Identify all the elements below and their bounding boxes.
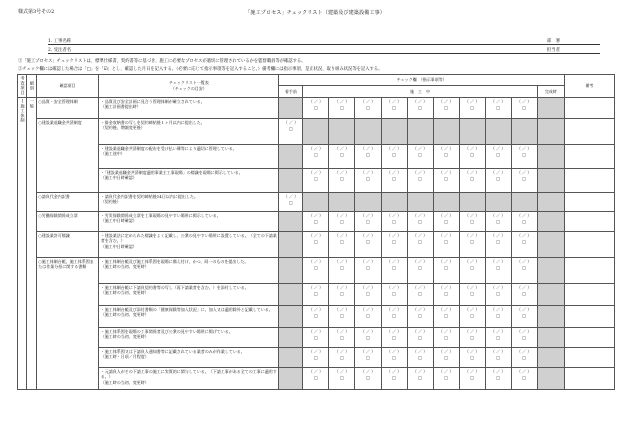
shaded-cell [303,118,329,144]
check-cell-during[interactable]: （ ／ ） □ [355,367,381,389]
shaded-cell [381,118,407,144]
check-text-cell: ・施工体系図又は下請負人通知書等に記載されている業者のみが作業している。 （施工時・日頃／月程度） [99,347,279,367]
check-cell-during[interactable]: （ ／ ） □ [485,305,511,327]
header-before: 着手前 [279,86,303,97]
sub-cell: 一般 [27,97,36,389]
header-check-column: チェック欄 （指示事項等） [279,75,564,86]
check-text-cell: ・品質及び安全計画に見合う管理体制が確立されている。 （施工計画書提出時） [99,97,279,118]
shaded-cell [537,144,564,168]
checklist-body [18,97,615,389]
check-cell-during[interactable]: （ ／ ） □ [355,231,381,257]
info-row-contractor [40,47,600,55]
shaded-cell [537,192,564,211]
checklist-table [17,74,615,390]
check-cell-during[interactable]: （ ／ ） □ [485,257,511,283]
form-number: 様式第3号その2 [18,9,55,15]
remarks-cell[interactable] [564,257,614,283]
check-cell-during[interactable]: （ ／ ） □ [459,211,485,231]
check-cell-during[interactable]: （ ／ ） □ [303,257,329,283]
check-cell-during[interactable]: （ ／ ） □ [511,144,537,168]
check-cell-during[interactable]: （ ／ ） □ [459,305,485,327]
underline [48,44,600,45]
check-cell-during[interactable]: （ ／ ） □ [433,305,459,327]
table-row [18,367,615,389]
check-cell-during[interactable]: （ ／ ） □ [407,231,433,257]
check-cell-during[interactable]: （ ／ ） □ [355,168,381,192]
check-cell-during[interactable]: （ ／ ） □ [329,257,355,283]
info-right-label: 部 署 [546,39,560,44]
shaded-cell [279,327,303,347]
remarks-cell[interactable] [564,327,614,347]
check-cell-during[interactable]: （ ／ ） □ [511,283,537,305]
table-row [18,305,615,327]
check-text-cell: ・元請負人がその下請工事の施工に実質的に関与している。（下請工事がある全ての工事に適用する。） （施工時の当初、変更時） [99,367,279,389]
item-cell: ○請負代金内訳書 [36,192,99,211]
shaded-cell [537,97,564,118]
check-cell-during[interactable]: （ ／ ） □ [511,257,537,283]
check-cell-during[interactable]: （ ／ ） □ [329,168,355,192]
check-cell-during[interactable]: （ ／ ） □ [485,211,511,231]
shaded-cell [407,118,433,144]
table-row [18,211,615,231]
check-cell-during[interactable]: （ ／ ） □ [459,97,485,118]
header-checklist: チェックリスト一覧表 （チェックの目安） [99,75,279,98]
shaded-cell [433,118,459,144]
table-row [18,327,615,347]
check-cell-during[interactable]: （ ／ ） □ [381,211,407,231]
shaded-cell [329,192,355,211]
shaded-cell [537,367,564,389]
remarks-cell[interactable] [564,118,614,144]
check-cell-during[interactable]: （ ／ ） □ [433,168,459,192]
check-cell-during[interactable]: （ ／ ） □ [303,305,329,327]
check-cell-during[interactable]: （ ／ ） □ [329,347,355,367]
remarks-cell[interactable] [564,97,614,118]
check-cell-during[interactable]: （ ／ ） □ [459,327,485,347]
check-cell-during[interactable]: （ ／ ） □ [407,327,433,347]
check-cell-during[interactable]: （ ／ ） □ [433,327,459,347]
check-cell-during[interactable]: （ ／ ） □ [381,305,407,327]
shaded-cell [279,347,303,367]
check-cell-during[interactable]: （ ／ ） □ [381,97,407,118]
check-cell-during[interactable]: （ ／ ） □ [407,211,433,231]
table-row [18,257,615,283]
shaded-cell [537,118,564,144]
check-cell-during[interactable]: （ ／ ） □ [459,144,485,168]
shaded-cell [279,283,303,305]
check-cell-during[interactable]: （ ／ ） □ [303,347,329,367]
check-cell-during[interactable]: （ ／ ） □ [485,231,511,257]
check-text-cell: ・施工体制台帳に下請負契約書等の写し（再下請業者を含む。）を添付している。 （施工時の当初、変更時） [99,283,279,305]
remarks-cell[interactable] [564,211,614,231]
shaded-cell [485,118,511,144]
table-row [18,168,615,192]
check-cell-during[interactable]: （ ／ ） □ [303,367,329,389]
check-cell-during[interactable]: （ ／ ） □ [433,367,459,389]
check-cell-during[interactable]: （ ／ ） □ [407,168,433,192]
remarks-cell[interactable] [564,367,614,389]
shaded-cell [329,118,355,144]
check-cell-during[interactable]: （ ／ ） □ [433,347,459,367]
shaded-cell [279,97,303,118]
note-2: ②チェック欄には確認した場合は「□」を「☑」とし、確認した月日を記入する。（必要に応じて指示事項等を記入すること。）備考欄には指示事項、是正状況、取り組み状況等を記入する。 [18,67,383,72]
table-row [18,283,615,305]
shaded-cell [537,347,564,367]
check-cell-during[interactable]: （ ／ ） □ [511,327,537,347]
check-cell-during[interactable]: （ ／ ） □ [459,231,485,257]
note-1: ①「施工プロセス」チェックリストは、標準仕様書、契約書等に基づき、施工に必要なプロセスが適切に管理されているかを監督職員等が確認する。 [18,59,306,64]
check-cell-during[interactable]: （ ／ ） □ [329,367,355,389]
check-cell-during[interactable]: （ ／ ） □ [381,257,407,283]
check-cell-during[interactable]: （ ／ ） □ [485,144,511,168]
check-cell-during[interactable]: （ ／ ） □ [381,283,407,305]
shaded-cell [279,144,303,168]
category-cell: １施工体制 [18,97,27,389]
check-cell-during[interactable]: （ ／ ） □ [511,97,537,118]
shaded-cell [279,367,303,389]
check-cell-during[interactable]: （ ／ ） □ [381,327,407,347]
check-text-cell: ・施工体制台帳及び施工体系図を現場に備え付け、かつ、同一のものを提出した。 （施工時の当初、変更時） [99,257,279,283]
table-row [18,97,615,118]
check-cell-during[interactable]: （ ／ ） □ [355,347,381,367]
check-text-cell: ・施工体制台帳及び添付書類の「健康保険等加入状況」に、加入又は適用除外と記載している。 （施工時の当初、変更時） [99,305,279,327]
check-cell-during[interactable]: （ ／ ） □ [407,257,433,283]
check-cell-during[interactable]: （ ／ ） □ [407,283,433,305]
check-cell-during[interactable]: （ ／ ） □ [303,327,329,347]
check-cell-during[interactable]: （ ／ ） □ [303,168,329,192]
check-cell-during[interactable]: （ ／ ） □ [381,231,407,257]
item-cell: ○施工体制台帳、施工体系図または作業分担に関する書類 [36,257,99,389]
check-cell-during[interactable]: （ ／ ） □ [381,168,407,192]
table-row [18,118,615,144]
item-cell: ○品質・安全管理体制 [36,97,99,118]
check-cell-during[interactable]: （ ／ ） □ [329,327,355,347]
remarks-cell[interactable] [564,283,614,305]
check-cell-during[interactable]: （ ／ ） □ [303,211,329,231]
header-sub: 細別 [27,75,36,98]
check-cell-during[interactable]: （ ／ ） □ [485,283,511,305]
check-cell-during[interactable]: （ ／ ） □ [511,231,537,257]
check-cell-during[interactable]: （ ／ ） □ [433,283,459,305]
shaded-cell [433,192,459,211]
check-cell-during[interactable]: （ ／ ） □ [433,231,459,257]
check-cell-during[interactable]: （ ／ ） □ [459,257,485,283]
shaded-cell [303,192,329,211]
shaded-cell [459,118,485,144]
check-cell-during[interactable]: （ ／ ） □ [511,168,537,192]
table-row [18,347,615,367]
shaded-cell [381,192,407,211]
check-cell-during[interactable]: （ ／ ） □ [329,144,355,168]
header-category: 考査項目 [18,75,27,98]
check-cell-during[interactable]: （ ／ ） □ [485,168,511,192]
underline [48,53,600,54]
shaded-cell [459,192,485,211]
check-cell-during[interactable]: （ ／ ） □ [355,211,381,231]
shaded-cell [537,283,564,305]
check-cell-before[interactable]: （ ／ ） □ [279,118,303,144]
check-cell-during[interactable]: （ ／ ） □ [407,144,433,168]
shaded-cell [279,305,303,327]
check-text-cell: ・請負代金内訳書を契約締結後14日以内に提出した。 （契約後） [99,192,279,211]
check-cell-during[interactable]: （ ／ ） □ [407,367,433,389]
check-cell-during[interactable]: （ ／ ） □ [433,211,459,231]
shaded-cell [537,211,564,231]
check-cell-during[interactable]: （ ／ ） □ [303,144,329,168]
check-cell-during[interactable]: （ ／ ） □ [485,347,511,367]
check-cell-during[interactable]: （ ／ ） □ [485,367,511,389]
shaded-cell [279,168,303,192]
check-cell-during[interactable]: （ ／ ） □ [329,211,355,231]
check-cell-during[interactable]: （ ／ ） □ [433,144,459,168]
check-text-cell: ・施工体系図を現場の工事関係者及び公衆の見やすい場所に掲げている。 （施工時の当初、変更時） [99,327,279,347]
check-cell-during[interactable]: （ ／ ） □ [459,283,485,305]
header-remarks: 備考 [564,75,614,98]
check-cell-during[interactable]: （ ／ ） □ [303,97,329,118]
check-cell-during[interactable]: （ ／ ） □ [459,168,485,192]
shaded-cell [511,192,537,211]
check-cell-before[interactable]: （ ／ ） □ [279,192,303,211]
check-text-cell: ・「建設業退職金共済制度適用事業主工事現場」の標識を現場に掲示している。 （施工中日時確認） [99,168,279,192]
check-cell-during[interactable]: （ ／ ） □ [433,257,459,283]
info-label: 1. 工事名称 [48,39,72,44]
check-cell-during[interactable]: （ ／ ） □ [329,97,355,118]
check-cell-during[interactable]: （ ／ ） □ [407,347,433,367]
header-item: 確認項目 [36,75,99,98]
check-cell-during[interactable]: （ ／ ） □ [407,305,433,327]
header-during: 施 工 中 [303,86,537,97]
check-cell-during[interactable]: （ ／ ） □ [355,305,381,327]
check-cell-during[interactable]: （ ／ ） □ [355,327,381,347]
shaded-cell [537,327,564,347]
check-cell-during[interactable]: （ ／ ） □ [355,97,381,118]
item-cell: ○建設業退職金共済制度 [36,118,99,192]
table-row [18,144,615,168]
table-row [18,231,615,257]
shaded-cell [279,257,303,283]
shaded-cell [355,118,381,144]
shaded-cell [279,211,303,231]
shaded-cell [279,231,303,257]
info-label: 2. 受注者名 [48,48,72,53]
shaded-cell [537,231,564,257]
check-cell-during[interactable]: （ ／ ） □ [381,367,407,389]
check-cell-during[interactable]: （ ／ ） □ [511,347,537,367]
shaded-cell [511,118,537,144]
shaded-cell [485,192,511,211]
check-cell-during[interactable]: （ ／ ） □ [459,347,485,367]
check-cell-during[interactable]: （ ／ ） □ [485,327,511,347]
shaded-cell [407,192,433,211]
remarks-cell[interactable] [564,347,614,367]
shaded-cell [537,257,564,283]
remarks-cell[interactable] [564,231,614,257]
check-text-cell: ・労災保険関係成立票を工事現場の見やすい場所に掲示している。 （施工中日時確認） [99,211,279,231]
check-cell-during[interactable]: （ ／ ） □ [511,211,537,231]
check-cell-during[interactable]: （ ／ ） □ [329,305,355,327]
remarks-cell[interactable] [564,168,614,192]
info-row-project [40,38,600,46]
remarks-cell[interactable] [564,192,614,211]
check-text-cell: ・掛金収納書の写しを契約締結後１ヶ月以内に提出した。 （契約後、増額変更後） [99,118,279,144]
check-text-cell: ・建設業退職金共済制度の配布を受け払い簿等により適切に管理している。 （施工途中） [99,144,279,168]
check-cell-during[interactable]: （ ／ ） □ [511,305,537,327]
check-cell-during[interactable]: （ ／ ） □ [459,367,485,389]
check-text-cell: ・建設業法に定められた標識をよく記載し、公衆の見やすい場所に設置している。（全ての下請業者を含む。） （施工中日時確認） [99,231,279,257]
check-cell-during[interactable]: （ ／ ） □ [303,283,329,305]
check-cell-during[interactable]: （ ／ ） □ [407,97,433,118]
check-cell-during[interactable]: （ ／ ） □ [329,231,355,257]
shaded-cell [537,305,564,327]
check-cell-during[interactable]: （ ／ ） □ [381,347,407,367]
header-complete: 完成時 [537,86,564,97]
check-cell-during[interactable]: （ ／ ） □ [355,144,381,168]
check-cell-during[interactable]: （ ／ ） □ [485,97,511,118]
shaded-cell [537,168,564,192]
item-cell: ○労働保険関係成立票 [36,211,99,231]
item-cell: ○建設業許可標識 [36,231,99,257]
table-row [18,192,615,211]
remarks-cell[interactable] [564,305,614,327]
check-cell-during[interactable]: （ ／ ） □ [381,144,407,168]
check-cell-during[interactable]: （ ／ ） □ [303,231,329,257]
document-title: 「施工プロセス」チェックリスト（建築及び建築設備工事） [245,10,385,16]
check-cell-during[interactable]: （ ／ ） □ [433,97,459,118]
check-cell-during[interactable]: （ ／ ） □ [329,283,355,305]
check-cell-during[interactable]: （ ／ ） □ [355,283,381,305]
shaded-cell [355,192,381,211]
check-cell-during[interactable]: （ ／ ） □ [355,257,381,283]
info-right-label: 担当者 [546,48,560,53]
check-cell-during[interactable]: （ ／ ） □ [511,367,537,389]
remarks-cell[interactable] [564,144,614,168]
